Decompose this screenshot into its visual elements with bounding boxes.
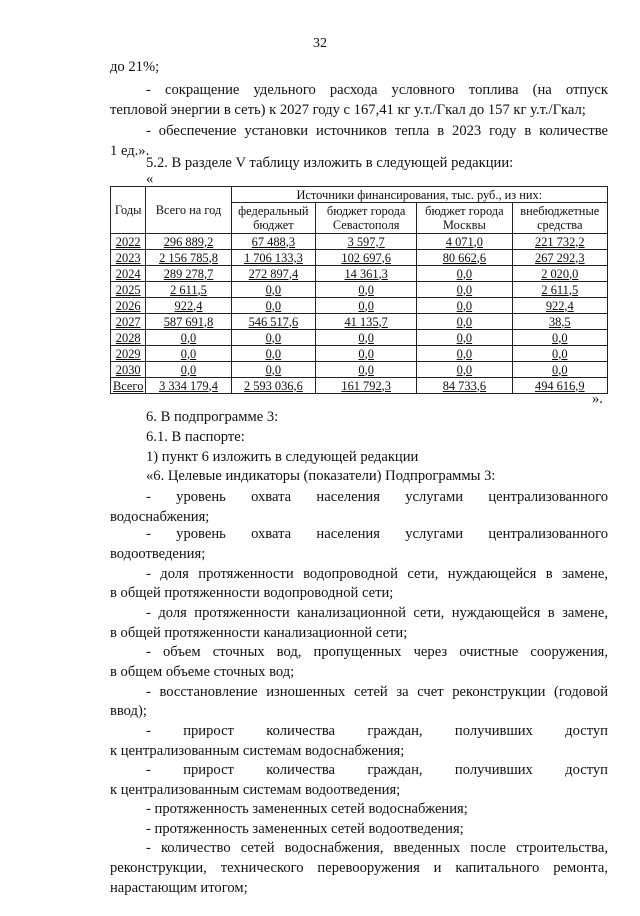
text-line: нарастающим итогом; — [110, 880, 248, 896]
text-line: до 21%; — [110, 59, 160, 75]
text-line: - прирост количества граждан, получивших доступ — [146, 762, 608, 778]
text-line: водоотведения; — [110, 546, 206, 562]
text-line: 5.2. В разделе V таблицу изложить в следующей редакции: — [146, 155, 514, 171]
header-years: Годы — [111, 187, 146, 234]
header-federal: федеральный бюджет — [231, 203, 316, 234]
table-body — [111, 234, 608, 394]
table-row: 2026 922,4 0,0 0,0 0,0 922,4 — [111, 298, 608, 314]
text-line: - доля протяженности водопроводной сети, нуждающейся в замене, — [146, 566, 608, 582]
text-line: - объем сточных вод, пропущенных через очистные сооружения, — [146, 644, 608, 660]
text-line: - уровень охвата населения услугами централизованного — [146, 489, 608, 505]
text-line: 1) пункт 6 изложить в следующей редакции — [146, 449, 419, 465]
text-line: - количество сетей водоснабжения, введенных после строительства, — [146, 840, 608, 856]
text-line: - прирост количества граждан, получивших доступ — [146, 723, 608, 739]
text-line: - восстановление изношенных сетей за счет реконструкции (годовой — [146, 684, 608, 700]
table-row: 2024 289 278,7 272 897,4 14 361,3 0,0 2 020,0 — [111, 266, 608, 282]
text-line: тепловой энергии в сеть) к 2027 году с 167,41 кг у.т./Гкал до 157 кг у.т./Гкал; — [110, 102, 586, 118]
quote-close: ». — [592, 391, 603, 407]
text-line: к централизованным системам водоснабжения; — [110, 743, 405, 759]
text-line: - протяженность замененных сетей водоотведения; — [146, 821, 464, 837]
header-sources: Источники финансирования, тыс. руб., из них: — [231, 187, 607, 203]
table-row-total: Всего 3 334 179,4 2 593 036,6 161 792,3 84 733,6 494 616,9 — [111, 378, 608, 394]
text-line: - обеспечение установки источников тепла в 2023 году в количестве — [146, 123, 608, 139]
text-line: «6. Целевые индикаторы (показатели) Подпрограммы 3: — [146, 468, 496, 484]
text-line: - сокращение удельного расхода условного топлива (на отпуск — [146, 82, 608, 98]
text-line: в общей протяженности канализационной сети; — [110, 625, 408, 641]
table-row: 2028 0,0 0,0 0,0 0,0 0,0 — [111, 330, 608, 346]
header-sevastopol: бюджет города Севастополя — [316, 203, 417, 234]
header-offbudget: внебюджетные средства — [512, 203, 607, 234]
table-row: 2027 587 691,8 546 517,6 41 135,7 0,0 38,5 — [111, 314, 608, 330]
text-line: в общем объеме сточных вод; — [110, 664, 295, 680]
text-line: 1 ед.». — [110, 143, 150, 159]
table-row: 2030 0,0 0,0 0,0 0,0 0,0 — [111, 362, 608, 378]
header-moscow: бюджет города Москвы — [417, 203, 512, 234]
table-row: 2022 296 889,2 67 488,3 3 597,7 4 071,0 221 732,2 — [111, 234, 608, 250]
text-line: 6.1. В паспорте: — [146, 429, 245, 445]
text-line: в общей протяженности водопроводной сети; — [110, 585, 394, 601]
table-row: 2025 2 611,5 0,0 0,0 0,0 2 611,5 — [111, 282, 608, 298]
text-line: водоснабжения; — [110, 509, 210, 525]
header-total: Всего на год — [146, 187, 231, 234]
page-number: 32 — [313, 36, 327, 51]
table-row: 2023 2 156 785,8 1 706 133,3 102 697,6 80 662,6 267 292,3 — [111, 250, 608, 266]
text-line: - протяженность замененных сетей водоснабжения; — [146, 801, 468, 817]
text-line: к централизованным системам водоотведения; — [110, 782, 401, 798]
financing-table — [110, 186, 608, 394]
table-row: 2029 0,0 0,0 0,0 0,0 0,0 — [111, 346, 608, 362]
text-line: - уровень охвата населения услугами централизованного — [146, 526, 608, 542]
quote-open: « — [146, 171, 154, 187]
text-line: - доля протяженности канализационной сети, нуждающейся в замене, — [146, 605, 608, 621]
text-line: 6. В подпрограмме 3: — [146, 409, 279, 425]
text-line: реконструкции, технического перевооружения и капитального ремонта, — [110, 860, 608, 876]
text-line: ввод); — [110, 703, 147, 719]
